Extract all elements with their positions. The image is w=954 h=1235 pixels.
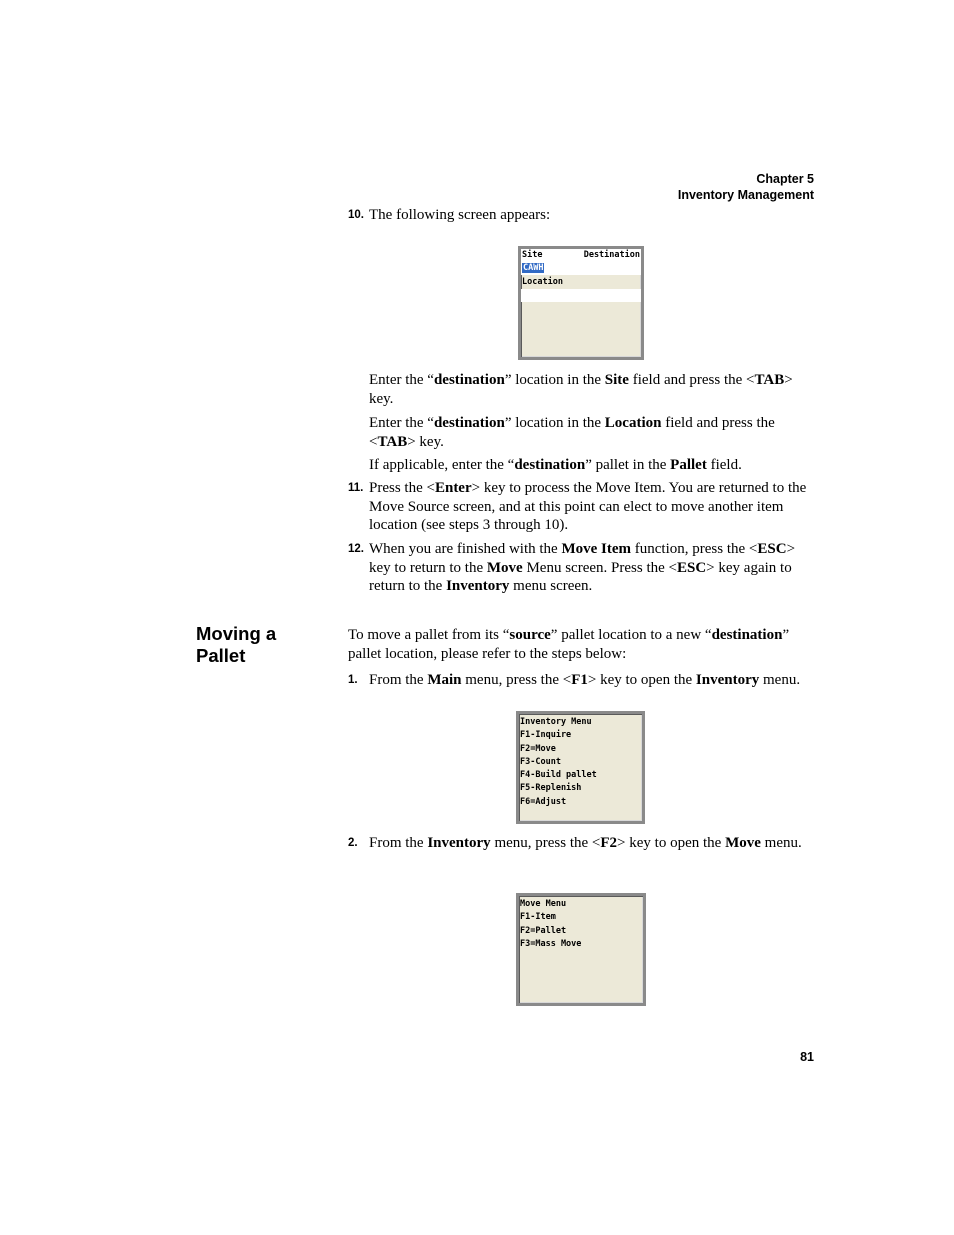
section-title: Moving a Pallet bbox=[196, 623, 277, 666]
destination-screen bbox=[518, 246, 644, 360]
step-number-12: 12. bbox=[348, 543, 364, 555]
screen-line[interactable]: F2=Move bbox=[520, 743, 556, 754]
screen-line: Move Menu bbox=[520, 899, 567, 909]
site-value: CAWH bbox=[523, 263, 544, 273]
step-12-text: When you are finished with the Move Item function, press the <ESC> key to return to the Move Menu screen. Press the <ESC> key again to return to the Inventory menu screen. bbox=[369, 541, 796, 594]
screen-line[interactable]: F3=Mass Move bbox=[520, 938, 582, 949]
step-number-11: 11. bbox=[348, 482, 364, 494]
screen-line[interactable]: F2=Pallet bbox=[520, 925, 567, 936]
para-pallet: If applicable, enter the “destination” pallet in the Pallet field. bbox=[369, 457, 742, 473]
step-10-text: The following screen appears: bbox=[369, 207, 551, 223]
chapter-label: Chapter 5 bbox=[756, 172, 814, 186]
screen-line[interactable]: F1-Inquire bbox=[520, 730, 572, 741]
para-location: Enter the “destination” location in the Location field and press the <TAB> key. bbox=[369, 415, 775, 450]
screen-line[interactable]: F4-Build pallet bbox=[520, 770, 597, 781]
move-menu-screen bbox=[516, 893, 646, 1006]
para-site: Enter the “destination” location in the Site field and press the <TAB> key. bbox=[369, 372, 793, 407]
mp-step-number-1: 1. bbox=[348, 674, 358, 686]
location-label: Location bbox=[522, 277, 563, 287]
destination-label: Destination bbox=[583, 250, 640, 260]
screen-line: Inventory Menu bbox=[520, 717, 592, 727]
section-label: Inventory Management bbox=[677, 188, 814, 202]
screen-line[interactable]: F6=Adjust bbox=[520, 796, 567, 807]
screen-line[interactable]: F1-Item bbox=[520, 912, 556, 923]
running-header bbox=[678, 171, 814, 203]
mp-step-2-text: From the Inventory menu, press the <F2> key to open the Move menu. bbox=[369, 835, 802, 851]
inventory-menu-screen bbox=[516, 711, 645, 824]
location-field[interactable] bbox=[521, 289, 641, 302]
page-number: 81 bbox=[800, 1050, 814, 1064]
intro-text: To move a pallet from its “source” pallet location to a new “destination” pallet location, please refer to the steps below: bbox=[348, 627, 790, 662]
step-number-10: 10. bbox=[348, 209, 364, 221]
step-11-text: Press the <Enter> key to process the Move Item. You are returned to the Move Source screen, and at this point can elect to move another item location (see steps 3 through 10). bbox=[369, 480, 807, 533]
site-field[interactable] bbox=[521, 262, 641, 275]
mp-step-number-2: 2. bbox=[348, 837, 358, 849]
screen-header-row bbox=[521, 249, 641, 262]
mp-step-1-text: From the Main menu, press the <F1> key to open the Inventory menu. bbox=[369, 672, 801, 688]
site-label: Site bbox=[522, 250, 543, 260]
screen-line[interactable]: F5-Replenish bbox=[520, 783, 582, 794]
screen-line[interactable]: F3-Count bbox=[520, 756, 561, 767]
